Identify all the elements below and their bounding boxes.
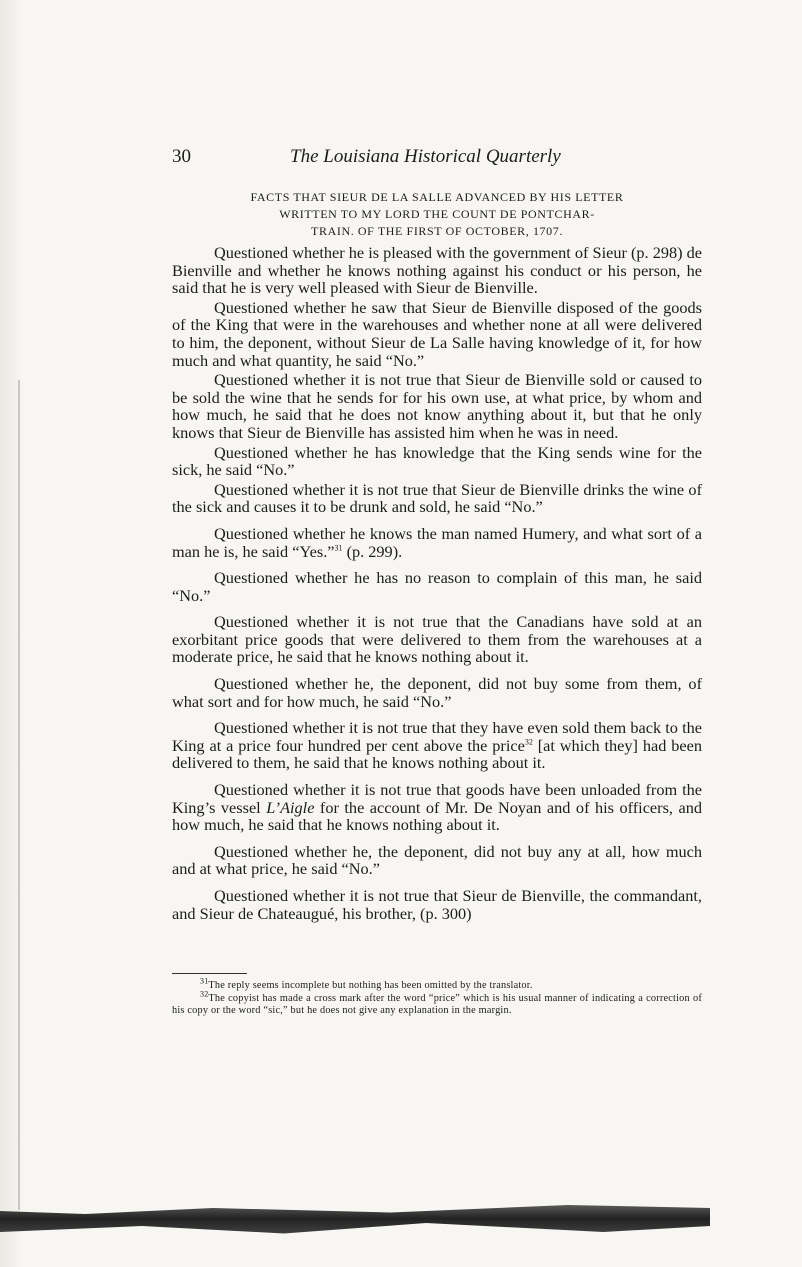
vessel-name: L’Aigle [266,797,315,817]
paragraph: Questioned whether he has knowledge that the King sends wine for the sick, he said “No.” [172,442,702,480]
section-heading [172,189,702,240]
paragraph: Questioned whether he, the deponent, did not buy some from them, of what sort and for how much, he said “No.” [172,674,702,711]
footnote-marker: 31 [200,976,209,986]
paragraph [172,525,702,560]
paragraph-text: for the account of Mr. De Noyan and of his officers, and how much, he said that he knows nothing about it. [172,797,702,835]
page-number: 30 [172,146,191,167]
paragraph-text: Questioned whether it is not true that goods have been unloaded from the King’s vessel [172,780,702,817]
binding-line [18,380,20,1210]
paragraph: Questioned whether it is not true that Sieur de Bienville sold or caused to be sold the wine that he sends for for his own use, at what price, by whom and how much, he said that he does not know anything about it, but that he only knows that Sieur de Bienville has assisted him when he was in need. [172,370,702,442]
footnote [172,989,702,1018]
paragraph-text: [at which they] had been delivered to them, he said that he knows nothing about it. [172,735,702,773]
running-header [172,146,702,170]
paragraph-text: Questioned whether it is not true that they have even sold them back to the King at a price four hundred per cent above the price [172,718,702,755]
paragraph: Questioned whether he, the deponent, did not buy any at all, how much and at what price, he said “No.” [172,841,702,879]
section-heading-line: TRAIN. OF THE FIRST OF OCTOBER, 1707. [311,224,563,238]
journal-title: The Louisiana Historical Quarterly [290,146,561,167]
footnote-text: The reply seems incomplete but nothing has been omitted by the translator. [208,980,533,991]
footnote-text: The copyist has made a cross mark after the word “price” which is his usual manner of indicating a correction of his copy or the word “sic,” but he does not give any explanation in the margin. [172,992,702,1016]
scan-edge-shadow [0,1205,710,1235]
body-text [172,244,702,924]
paragraph: Questioned whether it is not true that the Canadians have sold at an exorbitant price goods that were delivered to them from the warehouses at a moderate price, he said that he knows nothing about it. [172,612,702,667]
footnote-reference: 31 [334,543,343,553]
footnote [172,976,702,993]
footnote-marker: 32 [200,989,209,999]
paragraph: Questioned whether he has no reason to complain of this man, he said “No.” [172,568,702,605]
paragraph [172,781,702,834]
footnote-divider [172,973,247,974]
paragraph: Questioned whether it is not true that Sieur de Bienville drinks the wine of the sick and causes it to be drunk and sold, he said “No.” [172,479,702,517]
section-heading-line: WRITTEN TO MY LORD THE COUNT DE PONTCHAR- [279,207,595,221]
footnotes [172,976,702,1018]
footnote-reference: 32 [524,737,533,747]
paragraph-text: Questioned whether he knows the man named Humery, and what sort of a man he is, he said “Yes.” [172,523,702,561]
paragraph: Questioned whether he saw that Sieur de Bienville disposed of the goods of the King that were in the warehouses and whether none at all were delivered to him, the deponent, without Sieur de La Salle having knowledge of it, for how much and what quantity, he said “No.” [172,297,702,370]
paragraph: Questioned whether he is pleased with the government of Sieur (p. 298) de Bienville and whether he knows nothing against his conduct or his person, he said that he is very well pleased with Sieur de Bienville. [172,243,702,298]
section-heading-line: FACTS THAT SIEUR DE LA SALLE ADVANCED BY HIS LETTER [250,190,624,204]
paragraph: Questioned whether it is not true that Sieur de Bienville, the commandant, and Sieur de Chateaugué, his brother, (p. 300) [172,886,702,923]
paragraph [172,719,702,772]
paragraph-text: (p. 299). [342,541,403,561]
